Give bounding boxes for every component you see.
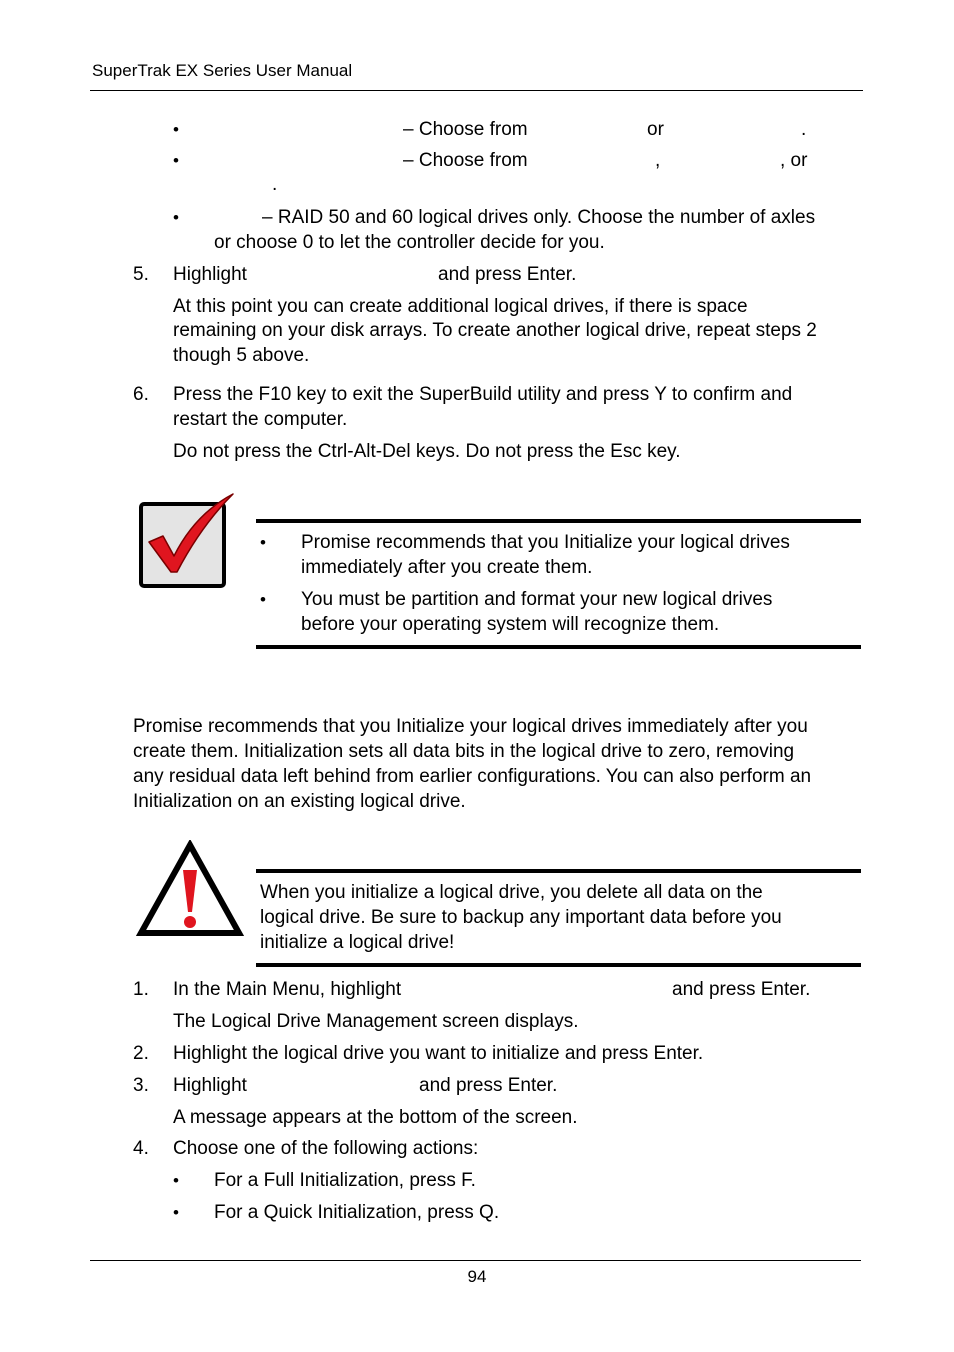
bullet-text: or [647,119,664,140]
step-text: and press Enter. [419,1075,558,1096]
note-text: before your operating system will recognize them. [301,614,720,635]
note-bullet: • [260,590,266,609]
warning-top-rule [256,869,861,873]
note-text: immediately after you create them. [301,557,593,578]
bullet-dot: • [173,120,179,139]
warning-bottom-rule [256,963,861,967]
header-rule [90,90,863,91]
bullet-dot: • [173,151,179,170]
bullet-text: – Choose from [403,150,528,171]
step-text: Choose one of the following actions: [173,1138,479,1159]
bullet-text: – RAID 50 and 60 logical drives only. Choose the number of axles [262,207,816,228]
step-paragraph: A message appears at the bottom of the screen. [173,1107,578,1128]
note-text: Promise recommends that you Initialize your logical drives [301,532,790,553]
step-text: restart the computer. [173,409,348,430]
step-paragraph: remaining on your disk arrays. To create another logical drive, repeat steps 2 [173,320,817,341]
step-paragraph: The Logical Drive Management screen displays. [173,1011,579,1032]
step-paragraph: At this point you can create additional logical drives, if there is space [173,296,748,317]
warning-icon [135,840,245,943]
step-number: 5. [133,264,149,285]
bullet-dot: • [173,1171,179,1190]
step-text: Highlight [173,1075,247,1096]
bullet-text: or choose 0 to let the controller decide for you. [214,232,605,253]
action-item: For a Quick Initialization, press Q. [214,1202,500,1223]
bullet-dot: • [173,208,179,227]
bullet-dot: • [173,1203,179,1222]
bullet-text: . [272,174,278,195]
body-paragraph: Promise recommends that you Initialize your logical drives immediately after you [133,716,808,737]
note-top-rule [256,519,861,523]
page-number: 94 [467,1267,487,1286]
warning-text: logical drive. Be sure to backup any important data before you [260,907,782,928]
warning-text: initialize a logical drive! [260,932,455,953]
step-text: Highlight the logical drive you want to initialize and press Enter. [173,1043,704,1064]
note-bullet: • [260,533,266,552]
bullet-text: , [655,150,661,171]
step-paragraph: Do not press the Ctrl-Alt-Del keys. Do not press the Esc key. [173,441,681,462]
bullet-text: – Choose from [403,119,528,140]
step-number: 1. [133,979,149,1000]
step-text: Press the F10 key to exit the SuperBuild utility and press Y to confirm and [173,384,793,405]
body-paragraph: create them. Initialization sets all data bits in the logical drive to zero, removing [133,741,795,762]
bullet-text: , or [780,150,808,171]
checkmark-icon [137,492,237,597]
step-number: 4. [133,1138,149,1159]
step-text: Highlight [173,264,247,285]
step-number: 3. [133,1075,149,1096]
footer-rule [90,1260,861,1261]
step-paragraph: though 5 above. [173,345,310,366]
step-number: 2. [133,1043,149,1064]
note-bottom-rule [256,645,861,649]
warning-text: When you initialize a logical drive, you delete all data on the [260,882,763,903]
step-number: 6. [133,384,149,405]
body-paragraph: Initialization on an existing logical drive. [133,791,466,812]
bullet-text: . [801,119,807,140]
step-text: and press Enter. [438,264,577,285]
body-paragraph: any residual data left behind from earlier configurations. You can also perform an [133,766,812,787]
action-item: For a Full Initialization, press F. [214,1170,476,1191]
step-text: In the Main Menu, highlight [173,979,402,1000]
note-text: You must be partition and format your new logical drives [301,589,773,610]
running-header: SuperTrak EX Series User Manual [92,61,353,80]
step-text: and press Enter. [672,979,811,1000]
